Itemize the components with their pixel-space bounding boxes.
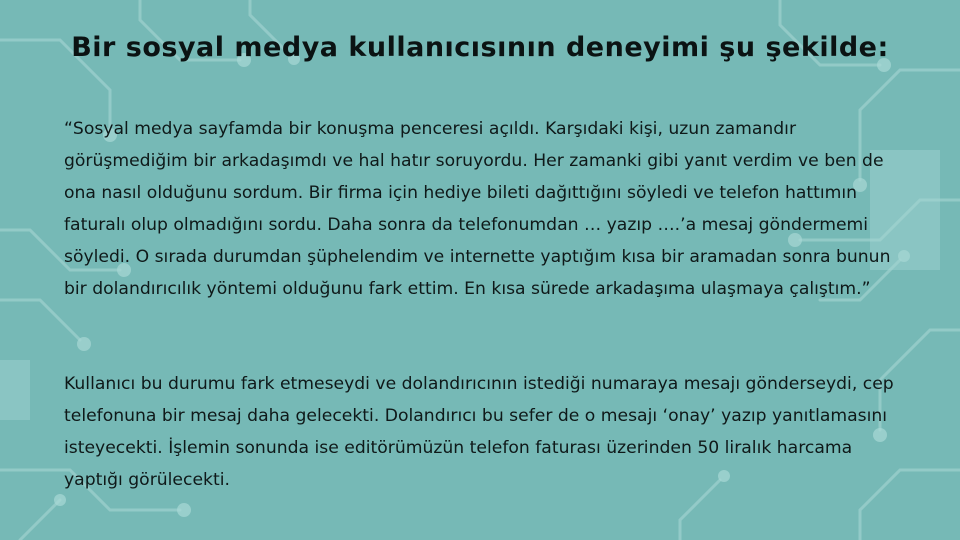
page-title: Bir sosyal medya kullanıcısının deneyimi şu şekilde: (71, 32, 889, 63)
explanation-paragraph: Kullanıcı bu durumu fark etmeseydi ve dolandırıcının istediği numaraya mesajı gönderseydi, cep telefonuna bir mesaj daha gelecekti. Dolandırıcı bu sefer de o mesajı ‘onay’ yazıp yanıtlamasını isteyecekti. İşlemin sonunda ise editörümüzün telefon faturası üzerinden 50 liralık harcama yaptığı görülecekti. (64, 374, 894, 490)
quote-paragraph: “Sosyal medya sayfamda bir konuşma penceresi açıldı. Karşıdaki kişi, uzun zamandır görüşmediğim bir arkadaşımdı ve hal hatır soruyordu. Her zamanki gibi yanıt verdim ve ben de ona nasıl olduğunu sordum. Bir firma için hediye bileti dağıttığını söyledi ve telefon hattımın faturalı olup olmadığını sordu. Daha sonra da telefonumdan … yazıp ….’a mesaj göndermemi söyledi. O sırada durumdan şüphelendim ve internette yaptığım kısa bir aramadan sonra bunun bir dolandırıcılık yöntemi olduğunu fark ettim. En kısa sürede arkadaşıma ulaşmaya çalıştım.” (64, 119, 891, 299)
